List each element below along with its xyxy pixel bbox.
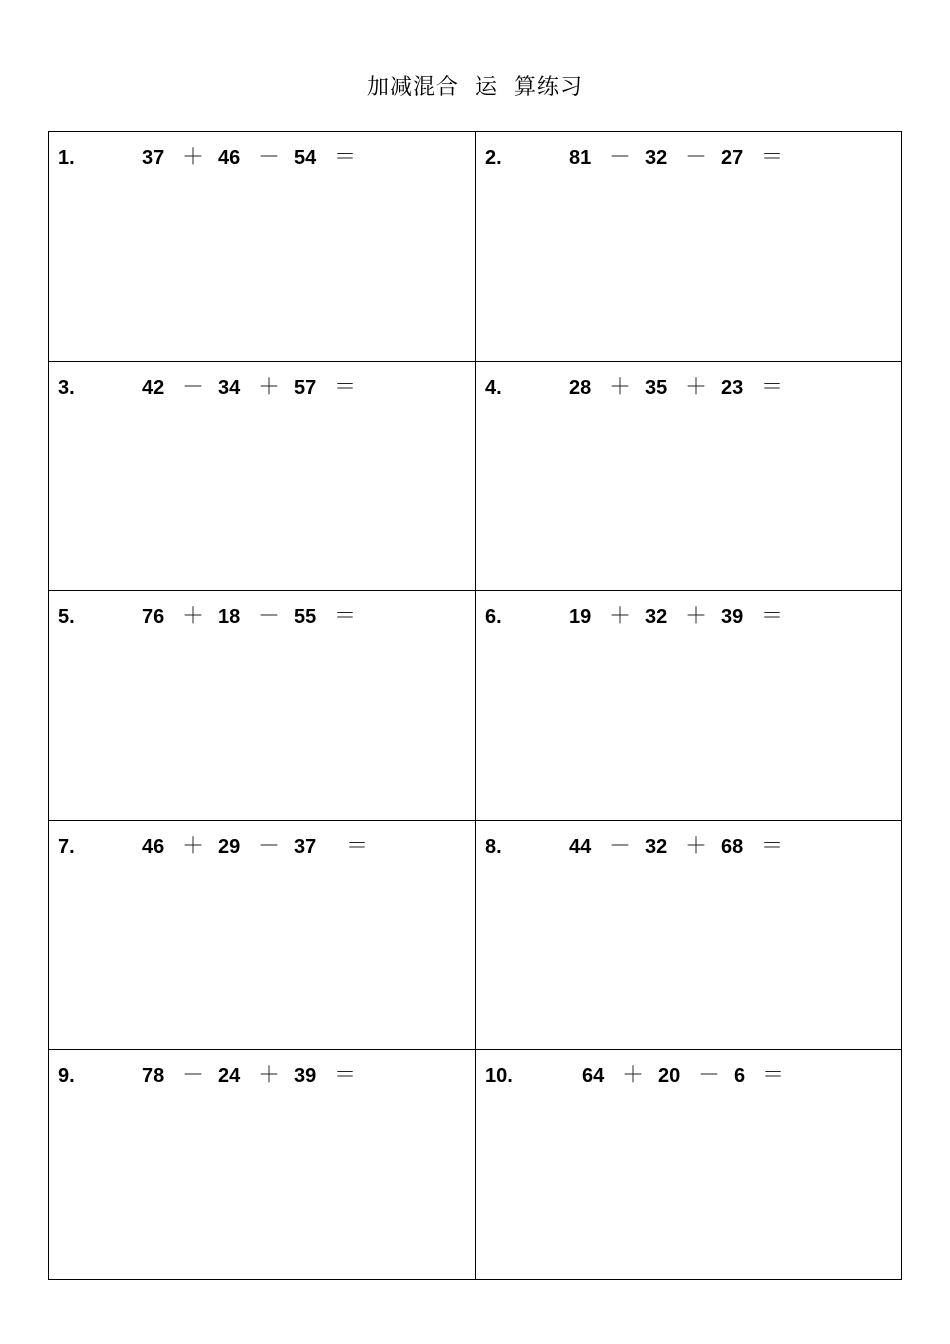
operator-2: ＋ [684, 604, 707, 630]
operator-2: ＋ [257, 1063, 280, 1089]
operand-c: 6 [734, 1065, 746, 1088]
problem-cell-1[interactable] [49, 132, 476, 362]
problem-cell-8[interactable] [476, 821, 902, 1051]
problem-cell-6[interactable] [476, 591, 902, 821]
operand-a: 37 [142, 147, 165, 169]
operator-2: ＋ [684, 833, 707, 859]
problem-expression [58, 829, 382, 860]
problem-expression [485, 140, 797, 171]
problem-grid [48, 131, 902, 1280]
equals-sign: ＝ [333, 374, 356, 400]
equals-sign: ＝ [760, 145, 783, 170]
operator-2: ＋ [257, 374, 280, 400]
operator-1: － [608, 833, 631, 859]
problem-expression [485, 370, 797, 401]
operand-b: 32 [645, 147, 668, 169]
problem-number: 5. [58, 606, 75, 629]
operand-c: 55 [294, 606, 317, 629]
problem-number: 1. [58, 147, 75, 169]
equals-sign: ＝ [333, 1063, 356, 1089]
operator-2: － [257, 145, 280, 170]
operator-1: － [608, 145, 631, 170]
problem-expression [58, 370, 370, 401]
page-title: 加减混合 运 算练习 [367, 75, 583, 100]
problem-cell-3[interactable] [49, 362, 476, 592]
operator-2: ＋ [684, 374, 707, 400]
operand-a: 76 [142, 606, 165, 629]
operand-a: 28 [569, 376, 592, 399]
operand-b: 46 [218, 147, 241, 169]
operator-2: － [697, 1063, 720, 1089]
problem-cell-10[interactable] [476, 1050, 902, 1280]
equals-sign: ＝ [333, 145, 356, 170]
operand-a: 44 [569, 835, 592, 858]
problem-expression [58, 1058, 370, 1089]
operator-2: － [257, 833, 280, 859]
operand-c: 39 [294, 1065, 317, 1088]
problem-number: 3. [58, 376, 75, 399]
operand-c: 23 [721, 376, 744, 399]
problem-expression [485, 1058, 798, 1089]
operator-1: － [181, 374, 204, 400]
operand-c: 27 [721, 147, 744, 169]
operand-a: 46 [142, 835, 165, 858]
problem-expression [58, 140, 370, 171]
operand-a: 81 [569, 147, 592, 169]
problem-cell-9[interactable] [49, 1050, 476, 1280]
operand-a: 42 [142, 376, 165, 399]
operand-c: 54 [294, 147, 317, 169]
operand-c: 57 [294, 376, 317, 399]
operand-a: 19 [569, 606, 592, 629]
equals-sign: ＝ [760, 374, 783, 400]
problem-expression [485, 599, 797, 630]
problem-expression [485, 829, 797, 860]
problem-number: 2. [485, 147, 502, 169]
problem-number: 6. [485, 606, 502, 629]
operator-1: ＋ [181, 145, 204, 170]
operator-1: － [181, 1063, 204, 1089]
problem-cell-4[interactable] [476, 362, 902, 592]
operand-b: 20 [658, 1065, 681, 1088]
equals-sign: ＝ [760, 833, 783, 859]
operand-c: 37 [294, 835, 317, 858]
operand-b: 35 [645, 376, 668, 399]
operand-b: 29 [218, 835, 241, 858]
operand-a: 78 [142, 1065, 165, 1088]
operator-2: － [684, 145, 707, 170]
problem-number: 4. [485, 376, 502, 399]
operator-1: ＋ [608, 374, 631, 400]
operand-b: 18 [218, 606, 241, 629]
problem-number: 9. [58, 1065, 75, 1088]
equals-sign: ＝ [333, 604, 356, 630]
problem-expression [58, 599, 370, 630]
operator-2: － [257, 604, 280, 630]
operand-b: 24 [218, 1065, 241, 1088]
problem-cell-7[interactable] [49, 821, 476, 1051]
problem-cell-5[interactable] [49, 591, 476, 821]
operand-b: 32 [645, 835, 668, 858]
equals-sign: ＝ [761, 1063, 784, 1089]
operand-c: 39 [721, 606, 744, 629]
operator-1: ＋ [621, 1063, 644, 1089]
equals-sign: ＝ [345, 833, 368, 859]
problem-number: 8. [485, 835, 502, 858]
operator-1: ＋ [608, 604, 631, 630]
operator-1: ＋ [181, 604, 204, 630]
problem-number: 10. [485, 1065, 513, 1088]
problem-cell-2[interactable] [476, 132, 902, 362]
operand-b: 32 [645, 606, 668, 629]
equals-sign: ＝ [760, 604, 783, 630]
problem-number: 7. [58, 835, 75, 858]
operand-b: 34 [218, 376, 241, 399]
operand-c: 68 [721, 835, 744, 858]
operand-a: 64 [582, 1065, 605, 1088]
operator-1: ＋ [181, 833, 204, 859]
